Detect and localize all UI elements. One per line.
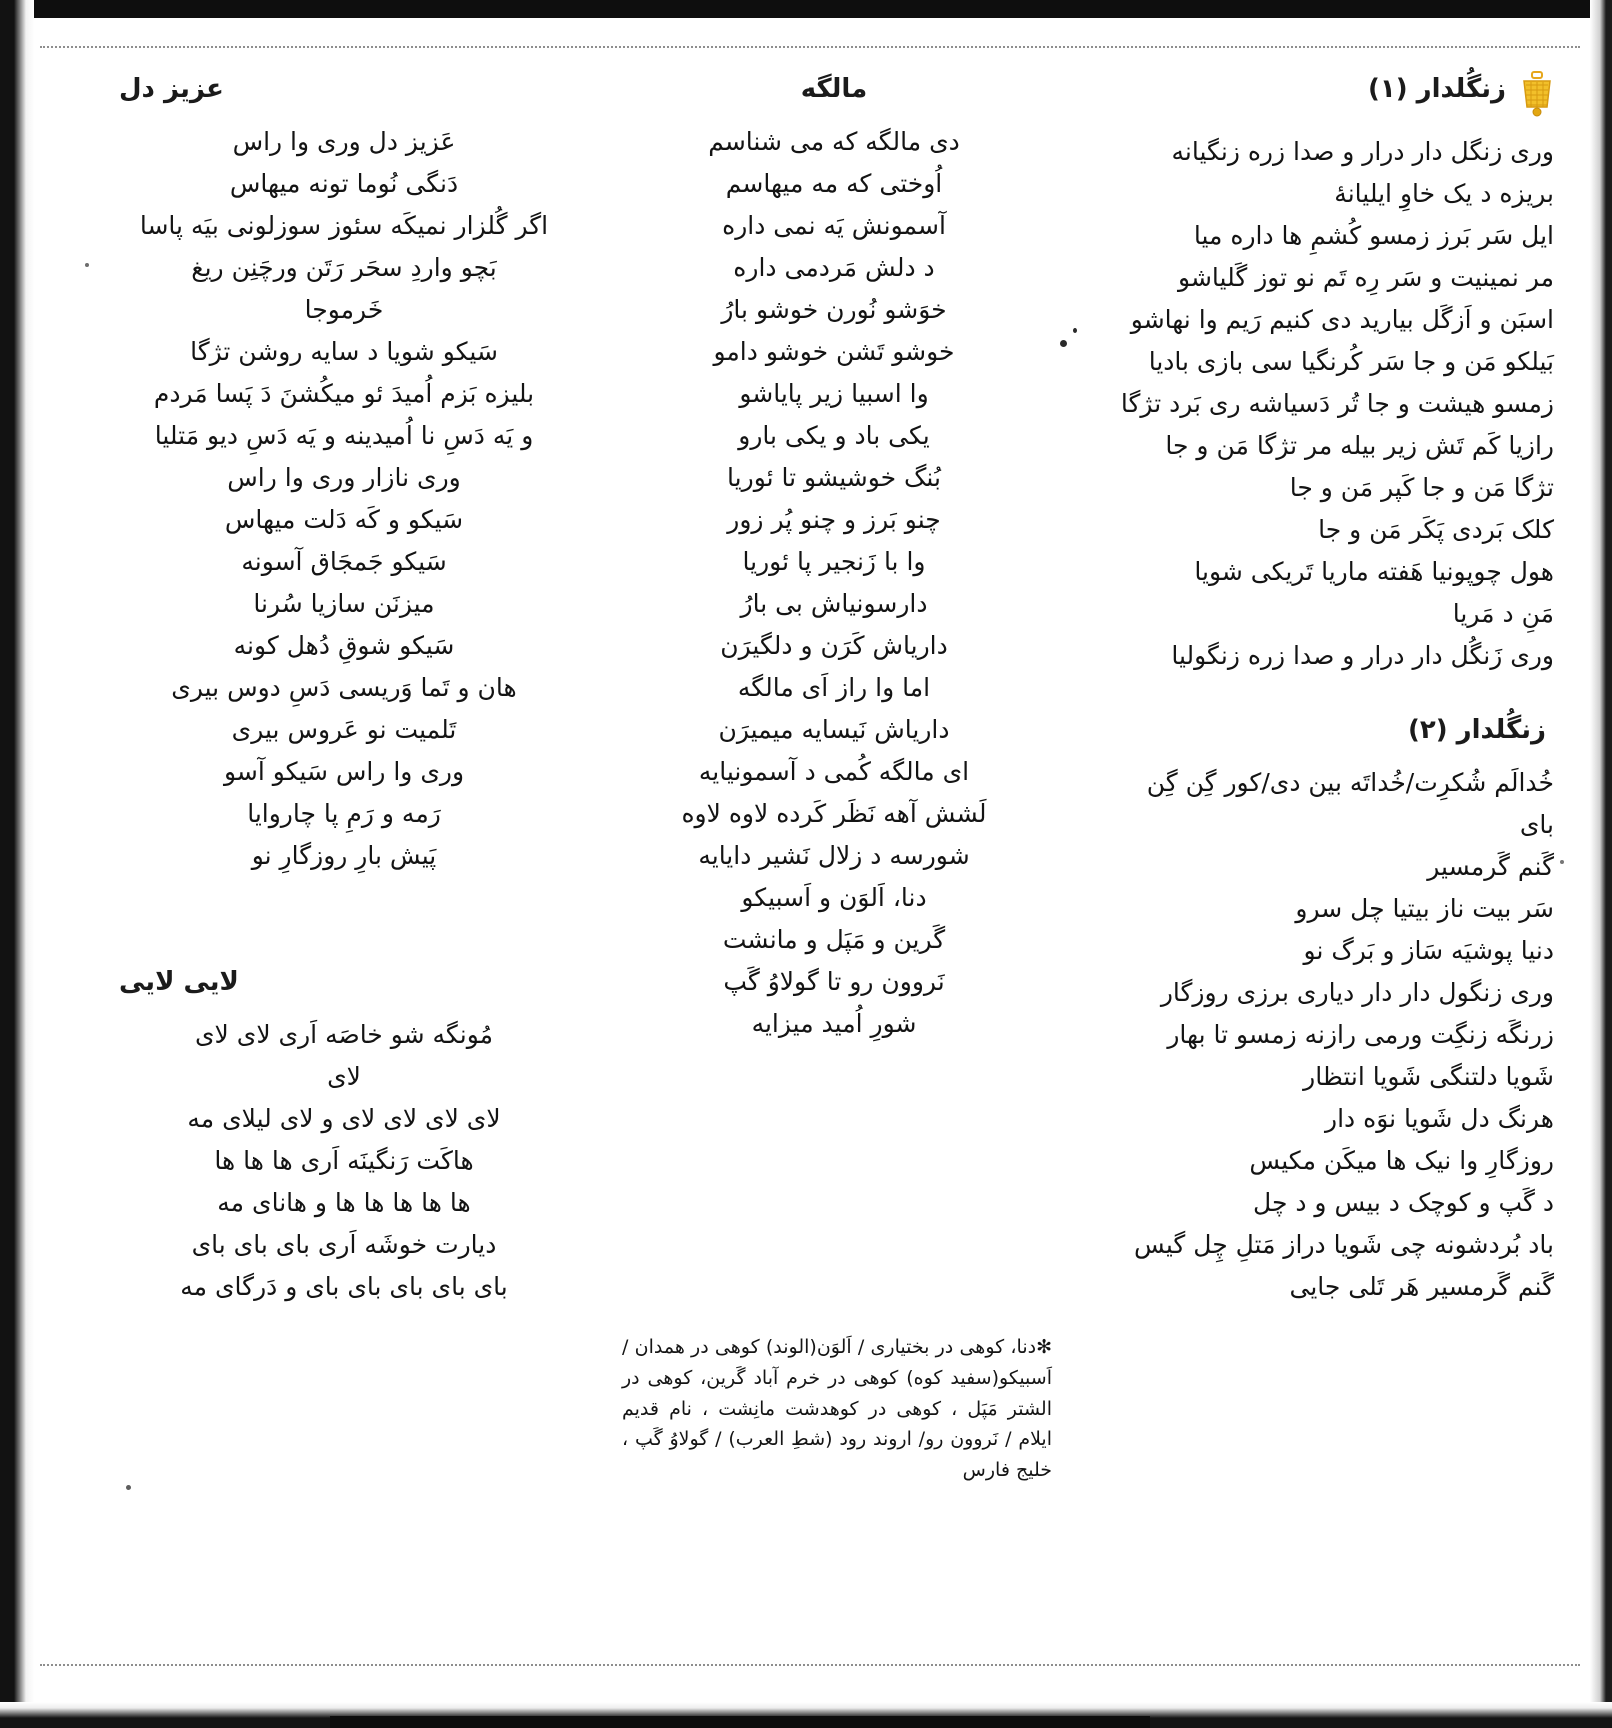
poem-lines bbox=[109, 1014, 579, 1308]
poem-line: ایل سَر بَرز زمسو کُشمِ ها داره میا bbox=[1193, 221, 1554, 250]
poem-line: زرنگَه زنگِت ورمی رازنه زمسو تا بهار bbox=[1167, 1020, 1554, 1049]
poem-line: دیارت خوشَه اَری بای بای بای bbox=[191, 1230, 497, 1259]
poem-title: عزیز دل bbox=[119, 74, 224, 104]
poem-line: شورسه د زلال نَشیر دایایه bbox=[698, 841, 970, 870]
poem-line: زمسو هیشت و جا تُر دَسیاشه ری بَرد تژگا bbox=[1120, 389, 1554, 418]
poem-line: دنا، اَلوَن و اَسبیکو bbox=[741, 883, 927, 912]
poem-line: یکی باد و یکی بارو bbox=[738, 421, 930, 450]
poem-line: بریزه د یک خاوِ ایلیانهٔ bbox=[1334, 179, 1554, 208]
poem-line: تَلمیت نو عَروس بیری bbox=[231, 715, 457, 744]
poem-title-row bbox=[1084, 70, 1554, 121]
poem-line: هول چوپونیا هَفته ماریا تَریکی شویا bbox=[1194, 557, 1554, 586]
poem-line: سَر بیت ناز بیتیا چل سرو bbox=[1295, 894, 1554, 923]
poem-line: چنو بَرز و چنو پُر زور bbox=[727, 505, 941, 534]
poem-line: ای مالگه کُمی د آسمونیایه bbox=[698, 757, 970, 786]
column-left bbox=[109, 70, 579, 1334]
poem-line: داریاش کَرَن و دلگیرَن bbox=[720, 631, 948, 660]
poem-zangoldar-2 bbox=[1084, 711, 1554, 1308]
poem-line: کلک بَردی پَکَر مَن و جا bbox=[1318, 515, 1554, 544]
poem-line: وا با زَنجیر پا ئوریا bbox=[742, 547, 926, 576]
poem-lines bbox=[109, 121, 579, 877]
poem-line: وا اسبیا زیر پایاشو bbox=[739, 379, 929, 408]
poem-line: خَرموجا bbox=[304, 295, 384, 324]
poem-line: بَیلکو مَن و جا سَر کُرنگیا سی بازی بادیا bbox=[1148, 347, 1554, 376]
poem-line: گَرین و مَپَل و مانشت bbox=[722, 925, 946, 954]
poem-line: وری نازار وری وا راس bbox=[227, 463, 461, 492]
poem-line: گَنم گَرمسیر هَر تَلی جایی bbox=[1289, 1272, 1554, 1301]
poem-line: باد بُردشونه چی شَویا دراز مَتلِ چِل گیس bbox=[1134, 1230, 1554, 1259]
poem-title: مالگه bbox=[800, 74, 868, 104]
poem-line: شَویا دلتنگی شَویا انتظار bbox=[1303, 1062, 1554, 1091]
poem-line: پَیش بارِ روزگارِ نو bbox=[251, 841, 437, 870]
poem-line: د دلش مَردمی داره bbox=[733, 253, 935, 282]
poem-line: خوَشو نُورن خوشو بارُ bbox=[721, 295, 947, 324]
poem-line: وری زنگول دار دار دیاری برزی روزگار bbox=[1160, 978, 1554, 1007]
poem-line: دی مالگه که می شناسم bbox=[708, 127, 960, 156]
poem-line: دارسونیاش بی بارُ bbox=[740, 589, 928, 618]
poem-line: نَروون رو تا گولاوُ گَپ bbox=[723, 967, 945, 996]
poem-line: روزگارِ وا نیک ها میکَن مکیس bbox=[1249, 1146, 1554, 1175]
poem-line: د گَپ و کوچک د بیس و د چل bbox=[1253, 1188, 1554, 1217]
column-middle bbox=[614, 70, 1054, 1071]
poem-line: وری زنگل دار درار و صدا زره زنگیانه bbox=[1171, 137, 1554, 166]
poem-aziz-del bbox=[109, 70, 579, 877]
poem-line: خوشو تَشن خوشو دامو bbox=[713, 337, 955, 366]
page-content bbox=[44, 70, 1564, 1650]
page-rule-top bbox=[40, 46, 1580, 48]
poem-layi-layi bbox=[109, 963, 579, 1308]
poem-line: دنیا پوشیَه سَاز و بَرگ نو bbox=[1303, 936, 1554, 965]
poem-line: خُدالَم شُکرِت/خُداتَه بین دی/کور گِن گِن bbox=[1146, 768, 1554, 797]
poem-line: ها ها ها ها ها و هانای مه bbox=[217, 1188, 471, 1217]
poem-line: مر نمینیت و سَر رِه تَم نو توز گَلیاشو bbox=[1178, 263, 1554, 292]
poem-line: مُونگه شو خاصَه اَری لای لای bbox=[194, 1020, 493, 1049]
poem-line: بُنگ خوشیشو تا ئوریا bbox=[727, 463, 941, 492]
poem-line: رَمه و رَمِ پا چاروایا bbox=[247, 799, 441, 828]
poem-line: سَیکو شوقِ دُهل کونه bbox=[233, 631, 455, 660]
poem-lines bbox=[1084, 131, 1554, 677]
poem-line: هان و تَما وَریسی دَسِ دوس بیری bbox=[171, 673, 517, 702]
poem-line: هرنگ دل شَویا نوَه دار bbox=[1325, 1104, 1554, 1133]
poem-line: بای بای بای بای بای و دَرگای مه bbox=[180, 1272, 508, 1301]
scan-edge-left bbox=[0, 0, 34, 1728]
poem-title: زنگُلدار (۲) bbox=[1407, 715, 1546, 745]
poem-line: لای bbox=[327, 1062, 361, 1091]
poem-line: اُوختی که مه میهاسم bbox=[725, 169, 943, 198]
poem-line: بای bbox=[1519, 810, 1554, 839]
poem-line: لَشش آهه نَظَر کَرده لاوه لاوه bbox=[681, 799, 987, 828]
poem-line: مَنِ د مَریا bbox=[1452, 599, 1554, 628]
poem-line: عَزیز دل وری وا راس bbox=[232, 127, 456, 156]
poem-lines bbox=[1084, 762, 1554, 1308]
scan-edge-bottom-dark-strip bbox=[330, 1716, 1150, 1728]
poem-line: تژگا مَن و جا کَپر مَن و جا bbox=[1289, 473, 1554, 502]
footnote-glossary: ✻دنا، کوهی در بختیاری / اَلوَن(الوند) کوهی در همدان / اَسبیکو(سفید کوه) کوهی در خرم آباد گَرین، کوهی در الشتر مَپَل ، کوهی در کوهدشت مانِشت ، نام قدیم ایلام / نَروون رو/ اروند رود (شطِ العرب) / گولاوُ گَپ ، خلیج فارس bbox=[622, 1336, 1052, 1482]
page-rule-bottom bbox=[40, 1664, 1580, 1666]
poem-line: سَیکو جَمجَاق آسونه bbox=[241, 547, 447, 576]
poem-line: هاکَت رَنگینَه اَری ها ها ها bbox=[214, 1146, 474, 1175]
poem-line: آسمونش یَه نمی داره bbox=[722, 211, 946, 240]
poem-line: رازیا کَم تَش زیر بیله مر تژگا مَن و جا bbox=[1165, 431, 1554, 460]
poem-line: لای لای لای لای و لای لیلای مه bbox=[187, 1104, 501, 1133]
poem-title: لایی لایی bbox=[119, 967, 239, 997]
poem-line: گَنم گَرمسیر bbox=[1427, 852, 1554, 881]
poem-zangoldar-1 bbox=[1084, 70, 1554, 677]
poem-line: بلیزه بَزم اُمیدَ ئو میکُشنَ دَ پَسا مَردم bbox=[153, 379, 535, 408]
poem-line: اسبَن و اَزگَل بیارید دی کنیم رَیم وا نهاشو bbox=[1130, 305, 1554, 334]
poem-line: و یَه دَسِ نا اُمیدینه و یَه دَسِ دیو مَتلیا bbox=[154, 421, 534, 450]
scan-edge-right bbox=[1590, 0, 1612, 1728]
column-right bbox=[1084, 70, 1554, 1334]
poem-line: وری زَنگُل دار درار و صدا زره زنگولیا bbox=[1171, 641, 1554, 670]
poem-line: میزنَن سازیا سُرنا bbox=[253, 589, 435, 618]
poem-line: سَیکو شویا د سایه روشن تژگا bbox=[190, 337, 498, 366]
poem-line: شورِ اُمید میزایه bbox=[751, 1009, 917, 1038]
poem-line: اگر گُلزار نمیکَه سئوز سوزلونی بیَه پاسا bbox=[139, 211, 549, 240]
poem-line: وری وا راس سَیکو آسو bbox=[223, 757, 465, 786]
poem-line: دَنگی نُوما تونه میهاس bbox=[229, 169, 459, 198]
bell-icon bbox=[1520, 71, 1554, 117]
poem-line: اما وا راز اَی مالگه bbox=[737, 673, 931, 702]
poem-malgeh bbox=[614, 70, 1054, 1045]
poem-line: داریاش نَیسایه میمیرَن bbox=[718, 715, 950, 744]
poem-title: زنگُلدار (۱) bbox=[1367, 74, 1506, 104]
poem-line: بَچو واردِ سحَر رَتَن ورچَنِن ریغ bbox=[191, 253, 497, 282]
poem-lines bbox=[614, 121, 1054, 1045]
scan-edge-top bbox=[0, 0, 1612, 18]
poem-line: سَیکو و کَه دَلت میهاس bbox=[224, 505, 464, 534]
